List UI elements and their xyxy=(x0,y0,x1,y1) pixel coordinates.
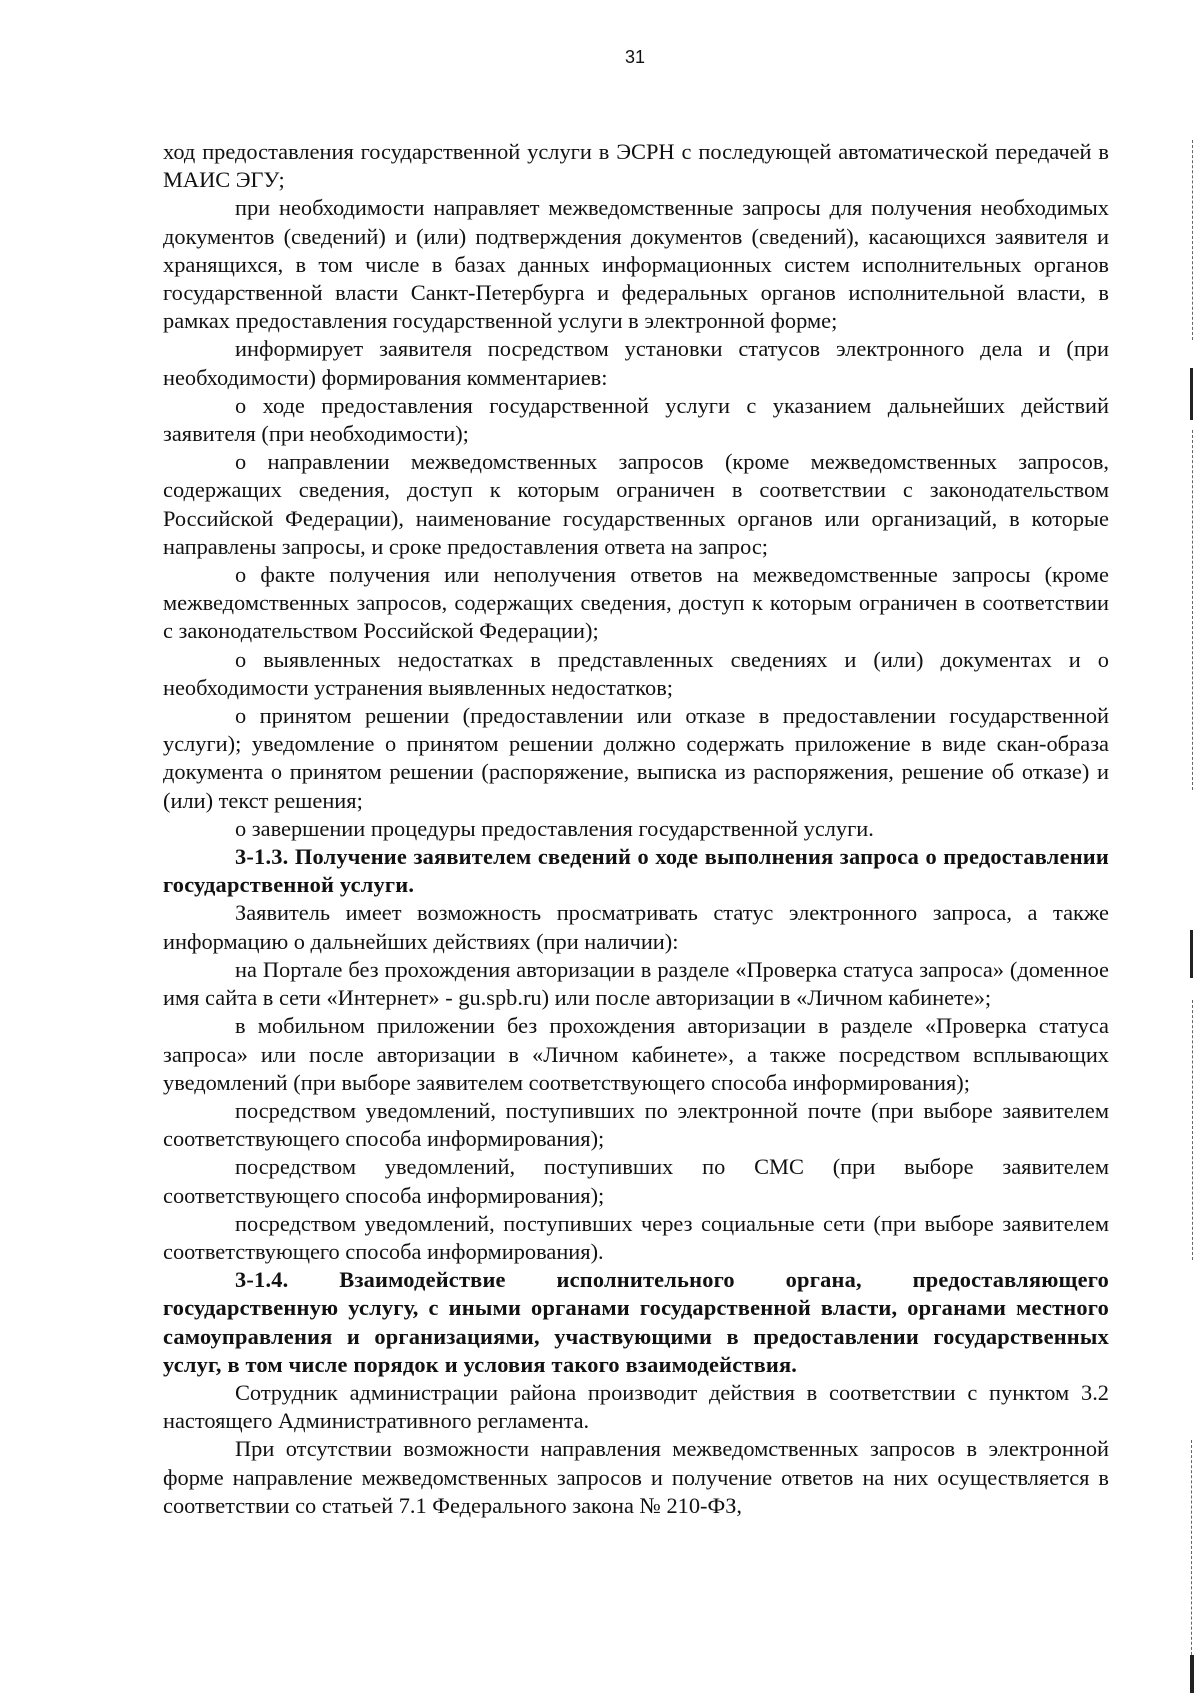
paragraph: ход предоставления государственной услуги в ЭСРН с последующей автоматической передачей в МАИС ЭГУ; xyxy=(163,139,1109,193)
paragraph: Сотрудник администрации района производит действия в соответствии с пунктом 3.2 настоящего Административного регламента. xyxy=(163,1379,1109,1434)
scan-edge-mark xyxy=(1190,1655,1194,1693)
list-item: в мобильном приложении без прохождения авторизации в разделе «Проверка статуса запроса» или после авторизации в «Личном кабинете», а также посредством всплывающих уведомлений (при выборе заявителем соответствующего способа информирования); xyxy=(163,1013,1109,1095)
document-body xyxy=(163,138,1109,1520)
paragraph: При отсутствии возможности направления межведомственных запросов в электронной форме направление межведомственных запросов и получение ответов на них осуществляется в соответствии со статьей 7.1 Федерального закона № 210-ФЗ, xyxy=(163,1436,1109,1518)
list-item: о завершении процедуры предоставления государственной услуги. xyxy=(235,815,874,841)
list-item: о принятом решении (предоставлении или отказе в предоставлении государственной услуги); уведомление о принятом решении должно содержать приложение в виде скан-образа документа о принятом решении (распоряжение, выписка из распоряжения, решение об отказе) и (или) текст решения; xyxy=(163,703,1109,813)
scan-edge-mark xyxy=(1190,930,1193,978)
page-number: 31 xyxy=(624,47,646,67)
section-heading: 3-1.3. Получение заявителем сведений о ходе выполнения запроса о предоставлении государственной услуги. xyxy=(163,844,1109,898)
section-heading: 3-1.4. Взаимодействие исполнительного органа, предоставляющего государственную услугу, с иными органами государственной власти, органами местного самоуправления и организациями, участвующими в предоставлении государственных услуг, в том числе порядок и условия такого взаимодействия. xyxy=(163,1267,1109,1377)
paragraph: Заявитель имеет возможность просматривать статус электронного запроса, а также информацию о дальнейших действиях (при наличии): xyxy=(163,900,1109,954)
list-item: о выявленных недостатках в представленных сведениях и (или) документах и о необходимости устранения выявленных недостатков; xyxy=(163,646,1109,700)
paragraph: информирует заявителя посредством установки статусов электронного дела и (при необходимости) формирования комментариев: xyxy=(163,336,1109,390)
list-item: на Портале без прохождения авторизации в разделе «Проверка статуса запроса» (доменное имя сайта в сети «Интернет» - gu.spb.ru) или после авторизации в «Личном кабинете»; xyxy=(163,956,1109,1011)
scan-edge-dotted xyxy=(1191,1440,1192,1670)
list-item: о ходе предоставления государственной услуги с указанием дальнейших действий заявителя (при необходимости); xyxy=(163,392,1109,447)
list-item: о направлении межведомственных запросов (кроме межведомственных запросов, содержащих сведения, доступ к которым ограничен в соответствии с законодательством Российской Федерации), наименование государственных органов или организаций, в которые направлены запросы, и сроке предоставления ответа на запрос; xyxy=(163,449,1109,559)
paragraph: при необходимости направляет межведомственные запросы для получения необходимых документов (сведений) и (или) подтверждения документов (сведений), касающихся заявителя и хранящихся, в том числе в базах данных информационных систем исполнительных органов государственной власти Санкт-Петербурга и федеральных органов исполнительной власти, в рамках предоставления государственной услуги в электронной форме; xyxy=(163,195,1109,334)
scan-edge-dotted xyxy=(1192,1000,1193,1260)
scan-edge-mark xyxy=(1190,368,1193,420)
list-item: посредством уведомлений, поступивших через социальные сети (при выборе заявителем соответствующего способа информирования). xyxy=(163,1210,1109,1264)
list-item: о факте получения или неполучения ответов на межведомственные запросы (кроме межведомственных запросов, содержащих сведения, доступ к которым ограничен в соответствии с законодательством Российской Федерации); xyxy=(163,562,1109,644)
scan-edge-dotted xyxy=(1192,430,1193,790)
list-item: посредством уведомлений, поступивших по СМС (при выборе заявителем соответствующего способа информирования); xyxy=(163,1154,1109,1208)
scan-edge-dotted xyxy=(1192,140,1193,340)
list-item: посредством уведомлений, поступивших по электронной почте (при выборе заявителем соответствующего способа информирования); xyxy=(163,1097,1109,1152)
